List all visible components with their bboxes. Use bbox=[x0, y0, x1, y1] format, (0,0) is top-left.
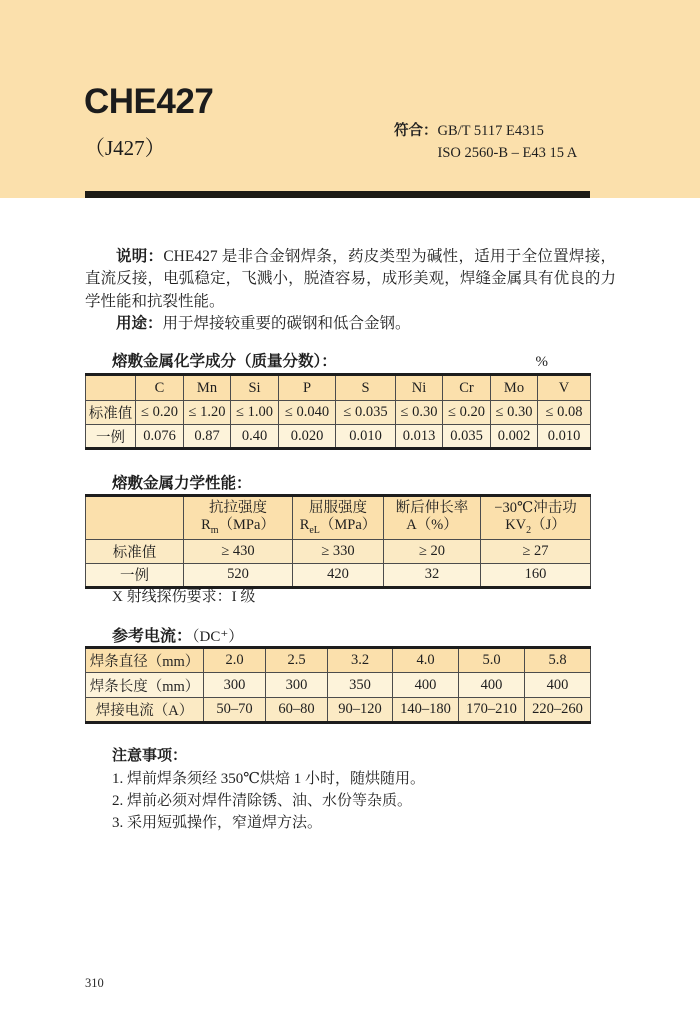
table-row bbox=[86, 673, 591, 698]
value-cell: 400 bbox=[525, 673, 591, 698]
chemical-section-header bbox=[85, 349, 590, 371]
col-header-cell bbox=[293, 496, 384, 540]
value-cell: 300 bbox=[204, 673, 266, 698]
value-cell: 90–120 bbox=[328, 698, 393, 723]
col-header-cell: Mo bbox=[491, 375, 538, 401]
symbol-main: R bbox=[201, 517, 211, 533]
col-header-cell: S bbox=[336, 375, 396, 401]
value-cell: 0.010 bbox=[336, 425, 396, 449]
value-cell: 420 bbox=[293, 563, 384, 587]
row-label-cell: 标准值 bbox=[86, 539, 184, 563]
col-header-line1: 断后伸长率 bbox=[395, 500, 469, 516]
value-cell: 0.40 bbox=[231, 425, 279, 449]
col-header-cell: Mn bbox=[184, 375, 231, 401]
page-number: 310 bbox=[85, 976, 104, 990]
value-cell: ≤ 0.20 bbox=[136, 401, 184, 425]
value-cell: 520 bbox=[184, 563, 293, 587]
value-cell: 50–70 bbox=[204, 698, 266, 723]
table-row bbox=[86, 425, 591, 449]
value-cell: ≤ 0.08 bbox=[538, 401, 591, 425]
col-header-cell: P bbox=[279, 375, 336, 401]
value-cell: 0.035 bbox=[443, 425, 491, 449]
value-cell: 5.0 bbox=[459, 648, 525, 673]
value-cell: 400 bbox=[459, 673, 525, 698]
description-text: CHE427 是非合金钢焊条，药皮类型为碱性，适用于全位置焊接，直流反接，电弧稳定，飞溅小，脱渣容易，成形美观，焊缝金属具有优良的力学性能和抗裂性能。 bbox=[85, 248, 616, 310]
table-row bbox=[86, 563, 591, 587]
standards-block bbox=[394, 120, 577, 164]
corner-cell bbox=[86, 375, 136, 401]
note-item: 1. 焊前焊条须经 350℃烘焙 1 小时，随烘随用。 bbox=[112, 771, 426, 787]
value-cell: 60–80 bbox=[266, 698, 328, 723]
col-header-cell: Cr bbox=[443, 375, 491, 401]
symbol-main: KV bbox=[505, 517, 527, 533]
chemical-composition-table bbox=[85, 373, 591, 450]
current-heading: 参考电流： bbox=[112, 628, 193, 645]
value-cell: 160 bbox=[481, 563, 591, 587]
col-header-cell bbox=[384, 496, 481, 540]
value-cell: 2.5 bbox=[266, 648, 328, 673]
symbol-unit: （MPa） bbox=[218, 517, 275, 533]
value-cell: 0.013 bbox=[396, 425, 443, 449]
value-cell: ≤ 1.00 bbox=[231, 401, 279, 425]
col-header-cell: V bbox=[538, 375, 591, 401]
value-cell: ≤ 1.20 bbox=[184, 401, 231, 425]
mechanical-properties-table bbox=[85, 494, 591, 589]
value-cell: ≤ 0.035 bbox=[336, 401, 396, 425]
usage-text: 用于焊接较重要的碳钢和低合金钢。 bbox=[162, 315, 411, 333]
value-cell: 0.87 bbox=[184, 425, 231, 449]
row-label-cell: 标准值 bbox=[86, 401, 136, 425]
table-row bbox=[86, 539, 591, 563]
symbol-sub: eL bbox=[309, 524, 320, 536]
value-cell: 140–180 bbox=[393, 698, 459, 723]
notes-heading: 注意事项： bbox=[112, 747, 188, 764]
standard-line: GB/T 5117 E4315 bbox=[437, 123, 544, 139]
col-header-line1: 屈服强度 bbox=[309, 500, 367, 516]
col-header-line2 bbox=[293, 517, 383, 539]
value-cell: 400 bbox=[393, 673, 459, 698]
corner-cell bbox=[86, 496, 184, 540]
value-cell: 0.020 bbox=[279, 425, 336, 449]
symbol-main: R bbox=[299, 517, 310, 533]
product-title: CHE427 bbox=[84, 82, 214, 121]
value-cell: ≤ 0.040 bbox=[279, 401, 336, 425]
value-cell: ≥ 27 bbox=[481, 539, 591, 563]
notes-block bbox=[112, 745, 425, 834]
symbol-unit: （J） bbox=[531, 517, 566, 533]
value-cell: 4.0 bbox=[393, 648, 459, 673]
value-cell: 350 bbox=[328, 673, 393, 698]
note-item: 2. 焊前必须对焊件清除锈、油、水份等杂质。 bbox=[112, 793, 413, 809]
value-cell: 220–260 bbox=[525, 698, 591, 723]
description-paragraph bbox=[85, 246, 616, 313]
row-label-cell: 一例 bbox=[86, 563, 184, 587]
chemical-unit: % bbox=[535, 354, 548, 370]
symbol-unit: （MPa） bbox=[319, 517, 377, 533]
note-item: 3. 采用短弧操作，窄道焊方法。 bbox=[112, 815, 323, 831]
row-label-cell: 焊条长度（mm） bbox=[86, 673, 204, 698]
table-header-row bbox=[86, 375, 591, 401]
product-code: （J427） bbox=[84, 136, 166, 160]
col-header-line2 bbox=[384, 517, 480, 539]
col-header-line1: 抗拉强度 bbox=[209, 500, 267, 516]
symbol-sub: 2 bbox=[526, 524, 532, 536]
standard-line: ISO 2560-B – E43 15 A bbox=[437, 145, 578, 161]
mechanical-heading: 熔敷金属力学性能： bbox=[112, 475, 252, 492]
value-cell: 300 bbox=[266, 673, 328, 698]
reference-current-table bbox=[85, 646, 591, 724]
value-cell: 3.2 bbox=[328, 648, 393, 673]
divider-bar bbox=[85, 191, 590, 198]
row-label-cell: 焊条直径（mm） bbox=[86, 648, 204, 673]
col-header-cell bbox=[481, 496, 591, 540]
col-header-line2 bbox=[184, 517, 292, 539]
current-section-header bbox=[112, 623, 243, 646]
value-cell: 0.076 bbox=[136, 425, 184, 449]
value-cell: 170–210 bbox=[459, 698, 525, 723]
chemical-heading: 熔敷金属化学成分（质量分数）： bbox=[112, 353, 337, 370]
value-cell: ≤ 0.20 bbox=[443, 401, 491, 425]
col-header-cell: Ni bbox=[396, 375, 443, 401]
symbol-main: A bbox=[406, 517, 417, 533]
symbol-sub: m bbox=[210, 524, 219, 536]
col-header-line1: −30℃冲击功 bbox=[494, 500, 577, 516]
table-header-row bbox=[86, 496, 591, 540]
row-label-cell: 焊接电流（A） bbox=[86, 698, 204, 723]
col-header-cell: Si bbox=[231, 375, 279, 401]
usage-paragraph bbox=[85, 313, 616, 335]
value-cell: 0.010 bbox=[538, 425, 591, 449]
table-row bbox=[86, 698, 591, 723]
table-header-row bbox=[86, 648, 591, 673]
table-row bbox=[86, 401, 591, 425]
value-cell: 32 bbox=[384, 563, 481, 587]
value-cell: ≤ 0.30 bbox=[396, 401, 443, 425]
value-cell: ≥ 430 bbox=[184, 539, 293, 563]
value-cell: ≥ 20 bbox=[384, 539, 481, 563]
xray-requirement: X 射线探伤要求：I 级 bbox=[112, 589, 256, 605]
row-label-cell: 一例 bbox=[86, 425, 136, 449]
symbol-unit: （%） bbox=[416, 517, 458, 533]
value-cell: 5.8 bbox=[525, 648, 591, 673]
value-cell: ≤ 0.30 bbox=[491, 401, 538, 425]
col-header-line2 bbox=[481, 517, 590, 539]
value-cell: ≥ 330 bbox=[293, 539, 384, 563]
value-cell: 0.002 bbox=[491, 425, 538, 449]
col-header-cell: C bbox=[136, 375, 184, 401]
value-cell: 2.0 bbox=[204, 648, 266, 673]
current-polarity-note: （DC⁺） bbox=[192, 629, 244, 645]
description-block bbox=[85, 246, 616, 336]
usage-label: 用途： bbox=[116, 315, 163, 333]
description-label: 说明： bbox=[116, 248, 164, 265]
col-header-cell bbox=[184, 496, 293, 540]
conform-label: 符合： bbox=[394, 123, 438, 139]
